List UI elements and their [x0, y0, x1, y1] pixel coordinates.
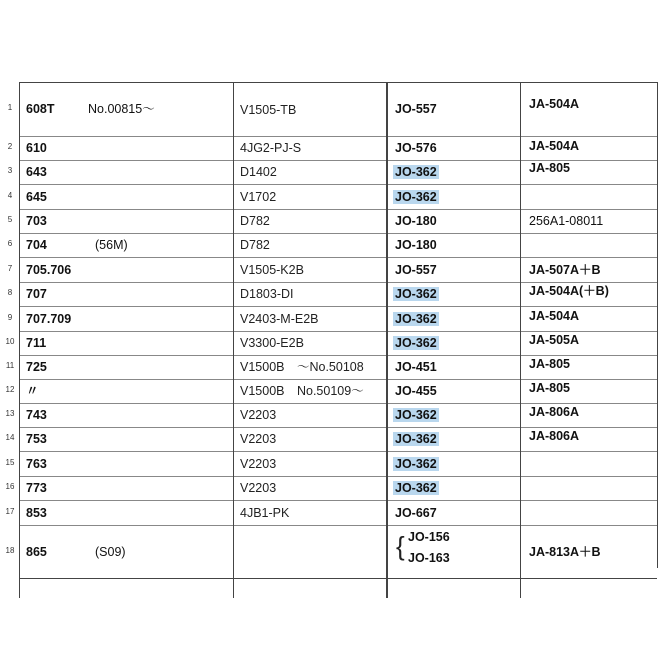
row-number: 17 [5, 506, 15, 516]
row-divider [19, 525, 657, 526]
ja-part-cell: JA-805 [529, 161, 570, 175]
engine-cell: V2203 [240, 481, 277, 495]
row-number: 2 [7, 142, 13, 151]
row-number: 3 [7, 166, 13, 175]
ja-part-cell: JA-805 [529, 381, 570, 395]
jo-part-cell [395, 213, 437, 229]
column-divider [19, 82, 20, 598]
model-cell: 705.706 [26, 262, 72, 277]
jo-part-cell [395, 407, 439, 423]
model-cell: 〃 [26, 384, 39, 398]
column-divider [386, 82, 388, 598]
model-cell: 711 [26, 336, 47, 350]
model-cell: 645 [26, 189, 47, 204]
model-cell: 704 [26, 238, 47, 252]
row-divider [19, 209, 657, 210]
row-number: 4 [7, 190, 13, 200]
column-divider [233, 82, 234, 598]
jo-part-cell [395, 480, 439, 496]
row-divider [19, 578, 657, 579]
row-number: 15 [5, 457, 15, 467]
model-cell: 853 [26, 505, 47, 520]
engine-cell: 4JB1-PK [240, 505, 290, 520]
row-divider [19, 451, 657, 452]
jo-part-cell: JO-163 [408, 551, 450, 565]
row-number: 10 [5, 337, 15, 346]
model-note: No.00815～ [88, 102, 155, 116]
ja-part-cell: JA-505A [529, 333, 580, 347]
engine-cell: D1803-DI [240, 287, 294, 301]
jo-part-cell [395, 262, 437, 278]
jo-part-value: JO-667 [395, 505, 437, 520]
jo-part-value: JO-362 [395, 432, 437, 446]
jo-part-value: JO-362 [395, 408, 437, 422]
model-cell: 707 [26, 287, 47, 301]
model-cell: 773 [26, 481, 47, 495]
ja-part-cell: JA-504A(＋B) [529, 284, 609, 298]
jo-part-cell [395, 431, 439, 447]
jo-part-value: JO-362 [395, 189, 437, 204]
jo-part-cell [395, 456, 439, 472]
jo-part-cell [395, 359, 437, 375]
jo-part-cell [395, 189, 439, 205]
jo-part-cell: JO-156 [408, 530, 450, 544]
model-cell: 610 [26, 141, 47, 155]
row-number: 16 [5, 482, 15, 491]
engine-cell: V2203 [240, 408, 277, 422]
engine-cell: D1402 [240, 165, 277, 179]
model-cell: 703 [26, 214, 47, 228]
model-note: (56M) [95, 238, 128, 252]
engine-cell: D782 [240, 238, 270, 252]
jo-part-value: JO-455 [395, 384, 437, 398]
jo-part-cell [395, 140, 437, 156]
ja-part-cell: JA-504A [529, 308, 580, 323]
ja-part-cell: JA-504A [529, 139, 580, 153]
row-divider [19, 476, 657, 477]
ja-part-cell: JA-806A [529, 429, 580, 443]
row-number: 6 [7, 239, 13, 248]
row-divider [19, 500, 657, 501]
jo-part-value: JO-180 [395, 238, 437, 252]
model-cell: 865 [26, 544, 47, 559]
engine-cell: D782 [240, 214, 270, 228]
engine-cell: V2203 [240, 456, 277, 471]
row-divider [19, 184, 657, 185]
row-number: 9 [7, 312, 13, 322]
brace-symbol: { [396, 531, 405, 561]
jo-part-value: JO-362 [395, 311, 437, 326]
jo-part-value: JO-180 [395, 214, 437, 228]
engine-cell: V1505-K2B [240, 262, 304, 277]
ja-part-cell: JA-806A [529, 405, 580, 419]
jo-part-value: JO-362 [395, 336, 437, 350]
model-note: (S09) [95, 544, 126, 559]
engine-cell: V1505-TB [240, 103, 297, 117]
model-cell: 753 [26, 432, 47, 446]
ja-part-cell: JA-504A [529, 97, 580, 111]
jo-part-cell [395, 164, 439, 180]
row-divider [19, 257, 657, 258]
model-cell: 763 [26, 456, 47, 471]
engine-cell: V2403-M-E2B [240, 311, 319, 326]
model-cell: 707.709 [26, 311, 72, 326]
jo-part-cell [395, 311, 439, 327]
engine-cell: V1702 [240, 189, 277, 204]
row-number: 8 [7, 288, 13, 297]
jo-part-value: JO-362 [395, 165, 437, 179]
row-divider [19, 136, 657, 137]
ja-part-cell: 256A1-08011 [529, 214, 604, 228]
table-top-border [19, 82, 657, 83]
engine-cell: V3300-E2B [240, 336, 304, 350]
row-divider [19, 233, 657, 234]
row-number: 7 [7, 263, 13, 273]
ja-part-cell: JA-813A＋B [529, 544, 601, 559]
jo-part-value: JO-362 [395, 456, 437, 471]
jo-part-cell [395, 101, 437, 117]
jo-part-value: JO-557 [395, 262, 437, 277]
jo-part-cell [395, 505, 437, 521]
model-cell: 608T [26, 102, 55, 116]
row-number: 12 [5, 385, 15, 394]
jo-part-value: JO-557 [395, 102, 437, 116]
row-number: 14 [5, 433, 15, 442]
engine-cell: V2203 [240, 432, 277, 446]
ja-part-cell: JA-507A＋B [529, 262, 601, 277]
jo-part-cell [395, 237, 437, 253]
row-number: 13 [5, 409, 15, 418]
ja-part-cell: JA-805 [529, 357, 570, 371]
jo-part-value: JO-576 [395, 141, 437, 155]
jo-part-value: JO-362 [395, 287, 437, 301]
row-number: 11 [5, 361, 15, 370]
row-number: 5 [7, 215, 13, 224]
engine-cell: 4JG2-PJ-S [240, 141, 302, 155]
row-number: 18 [5, 545, 15, 555]
jo-part-cell [395, 286, 439, 302]
jo-part-value: JO-362 [395, 481, 437, 495]
jo-part-cell [395, 383, 437, 399]
row-number: 1 [7, 103, 13, 112]
jo-part-cell [395, 335, 439, 351]
column-divider [657, 82, 658, 568]
model-cell: 725 [26, 360, 47, 374]
model-cell: 643 [26, 165, 47, 179]
model-cell: 743 [26, 408, 47, 422]
column-divider [520, 82, 521, 598]
engine-cell: V1500B ～No.50108 [240, 360, 364, 374]
engine-cell: V1500B No.50109～ [240, 384, 364, 398]
jo-part-value: JO-451 [395, 360, 437, 374]
